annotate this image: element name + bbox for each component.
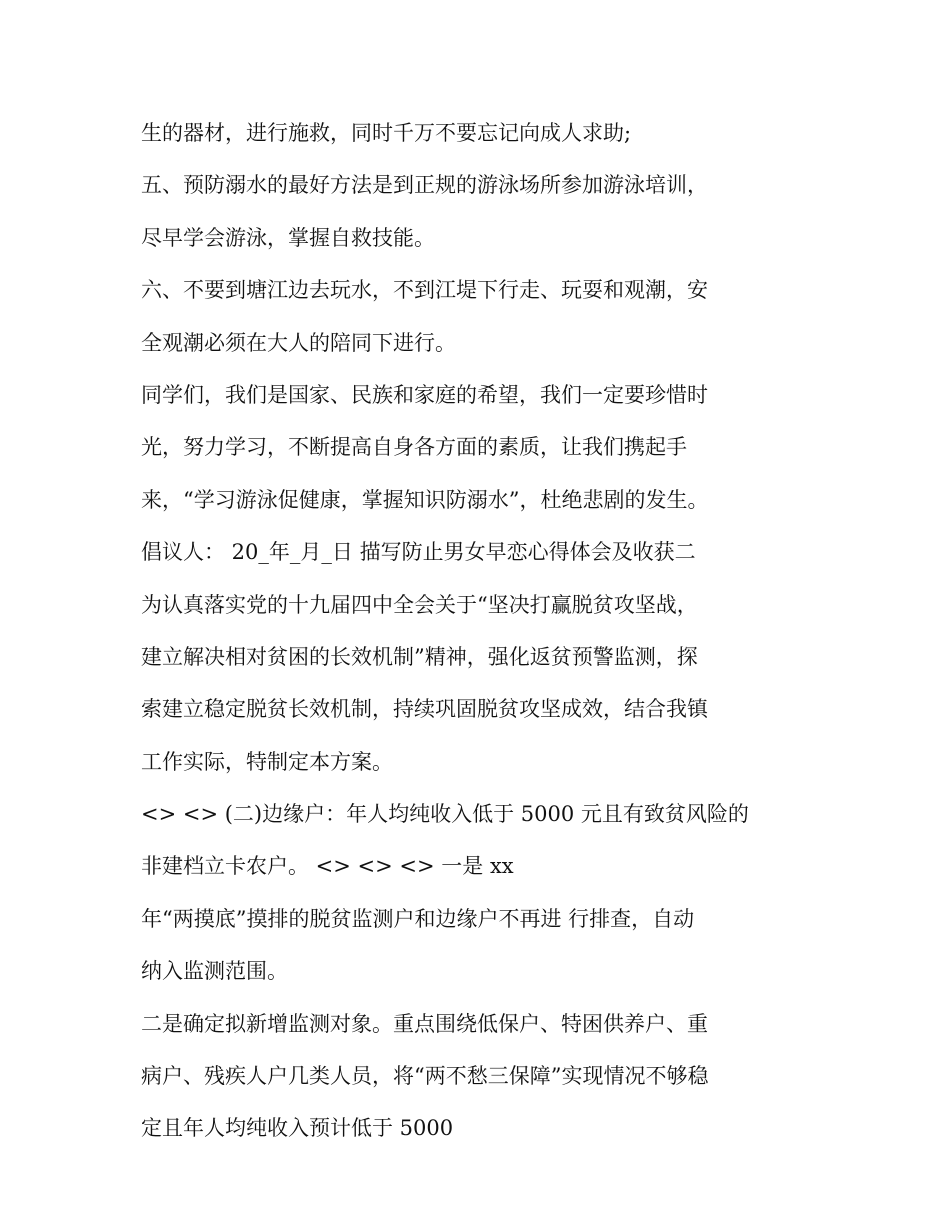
text-line: 非建档立卡农户。 <> <> <> 一是 xx — [141, 854, 514, 879]
text-line: 二是确定拟新增监测对象。重点围绕低保户、特困供养户、重 — [141, 1011, 708, 1036]
text-line: 定且年人均纯收入预计低于 5000 — [141, 1116, 454, 1141]
document-body — [141, 107, 831, 1155]
text-line: 为认真落实党的十九届四中全会关于“坚决打赢脱贫攻坚战， — [141, 592, 698, 617]
text-line: 尽早学会游泳，掌握自救技能。 — [141, 225, 435, 250]
text-line: 索建立稳定脱贫长效机制，持续巩固脱贫攻坚成效，结合我镇 — [141, 697, 708, 722]
text-line: 纳入监测范围。 — [141, 959, 288, 984]
text-line: 六、不要到塘江边去玩水，不到江堤下行走、玩耍和观潮，安 — [141, 278, 708, 303]
text-line: 年“两摸底”摸排的脱贫监测户和边缘户不再进 行排查，自动 — [141, 906, 695, 931]
text-line: 来，“学习游泳促健康，掌握知识防溺水”，杜绝悲剧的发生。 — [141, 487, 709, 512]
text-line: 工作实际，特制定本方案。 — [141, 749, 393, 774]
text-line: 建立解决相对贫困的长效机制”精神，强化返贫预警监测，探 — [141, 644, 698, 669]
text-line: 生的器材，进行施救，同时千万不要忘记向成人求助; — [141, 121, 632, 145]
text-line: 同学们，我们是国家、民族和家庭的希望，我们一定要珍惜时 — [141, 382, 708, 407]
text-line: 倡议人： 20_年_月_日 描写防止男女早恋心得体会及收获二 — [141, 540, 696, 565]
text-line: <> <> (二)边缘户：年人均纯收入低于 5000 元且有致贫风险的 — [141, 802, 749, 827]
text-line: 光，努力学习，不断提高自身各方面的素质，让我们携起手 — [141, 435, 687, 460]
text-line: 病户、残疾人户几类人员，将“两不愁三保障”实现情况不够稳 — [141, 1064, 709, 1089]
text-line: 五、预防溺水的最好方法是到正规的游泳场所参加游泳培训， — [141, 173, 708, 198]
text-line: 全观潮必须在大人的陪同下进行。 — [141, 330, 456, 355]
